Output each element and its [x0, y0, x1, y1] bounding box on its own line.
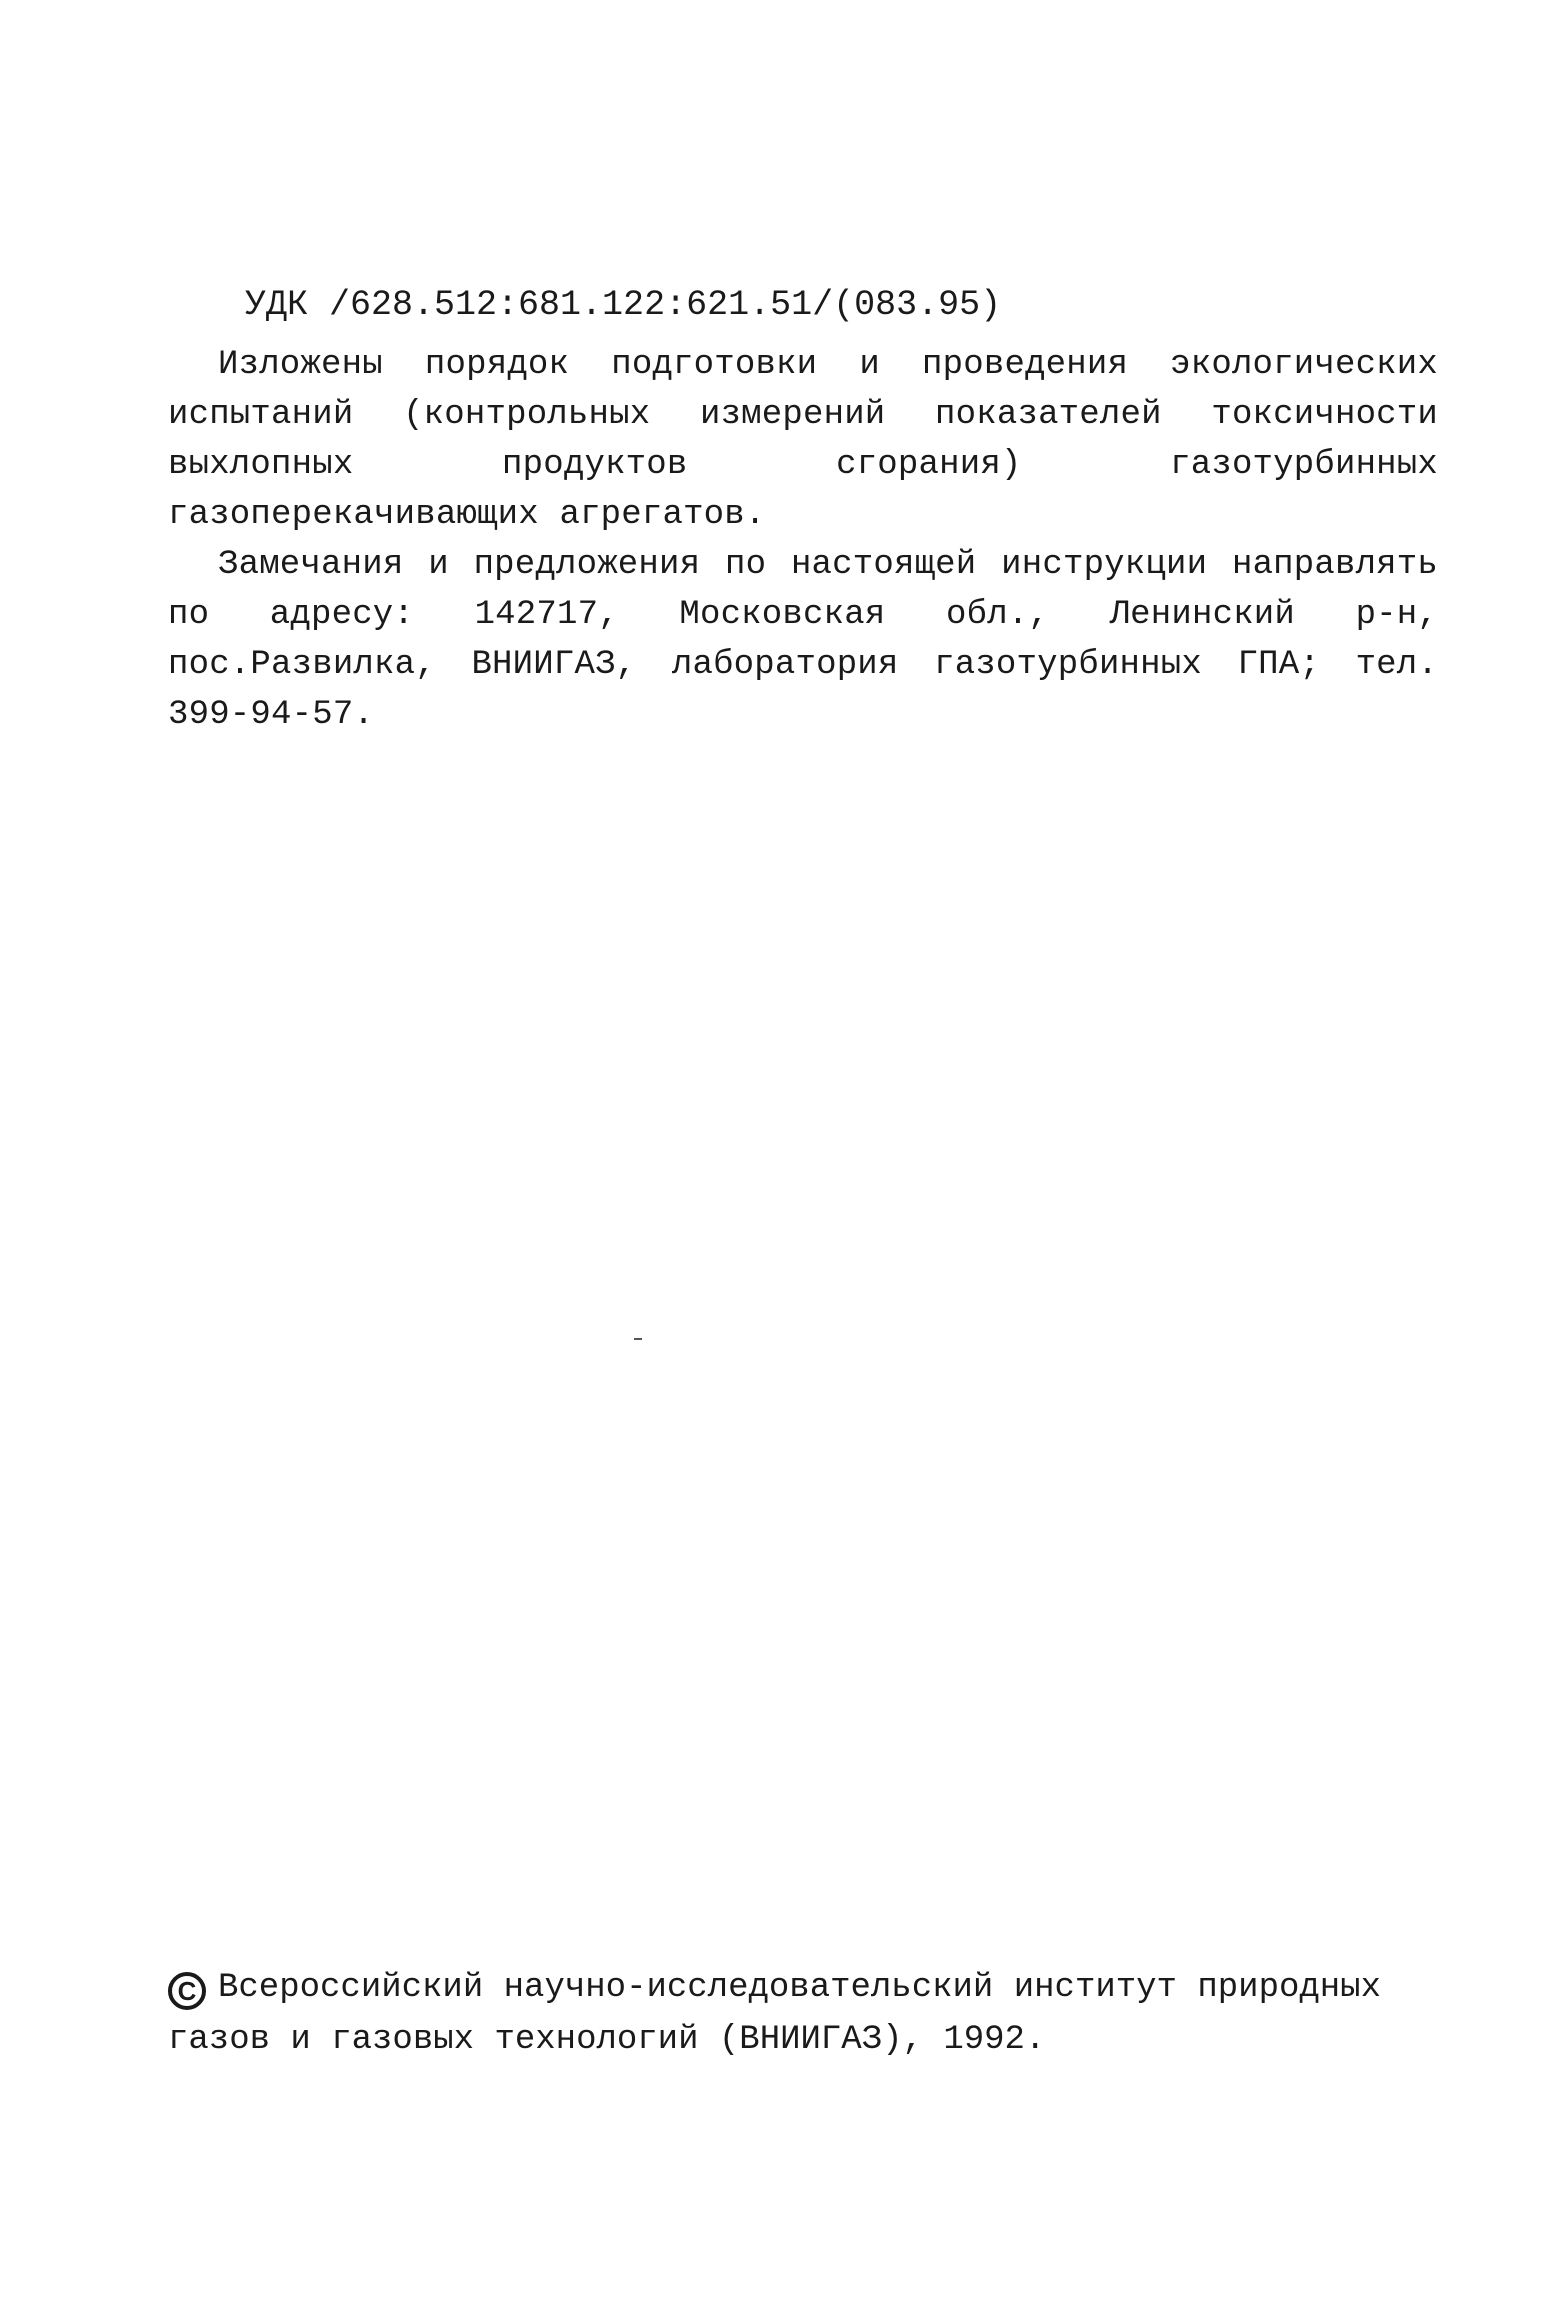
- copyright-text-1: Всероссийский научно-исследовательский институт природных: [218, 1969, 1381, 2007]
- copyright-line-2: газов и газовых технологий (ВНИИГАЗ), 1992.: [168, 2021, 1046, 2059]
- copyright-notice: [168, 1962, 1398, 2066]
- copyright-line-1: [168, 1962, 1398, 2014]
- abstract-paragraph-description: Изложены порядок подготовки и проведения экологических испытаний (контрольных измерений показателей токсичности выхлопных продуктов сгорания) газотурбинных газоперекачивающих агрегатов.: [168, 346, 1438, 534]
- scan-speck: [634, 1338, 642, 1340]
- copyright-icon: C: [168, 1972, 206, 2010]
- abstract-paragraph-contacts: Замечания и предложения по настоящей инструкции направлять по адресу: 142717, Московская обл., Ленинский р-н, пос.Развилка, ВНИИГАЗ, лаборатория газотурбинных ГПА; тел. 399-94-57.: [168, 546, 1438, 734]
- udc-code: УДК /628.512:681.122:621.51/(083.95): [245, 285, 1002, 325]
- abstract: [168, 340, 1438, 740]
